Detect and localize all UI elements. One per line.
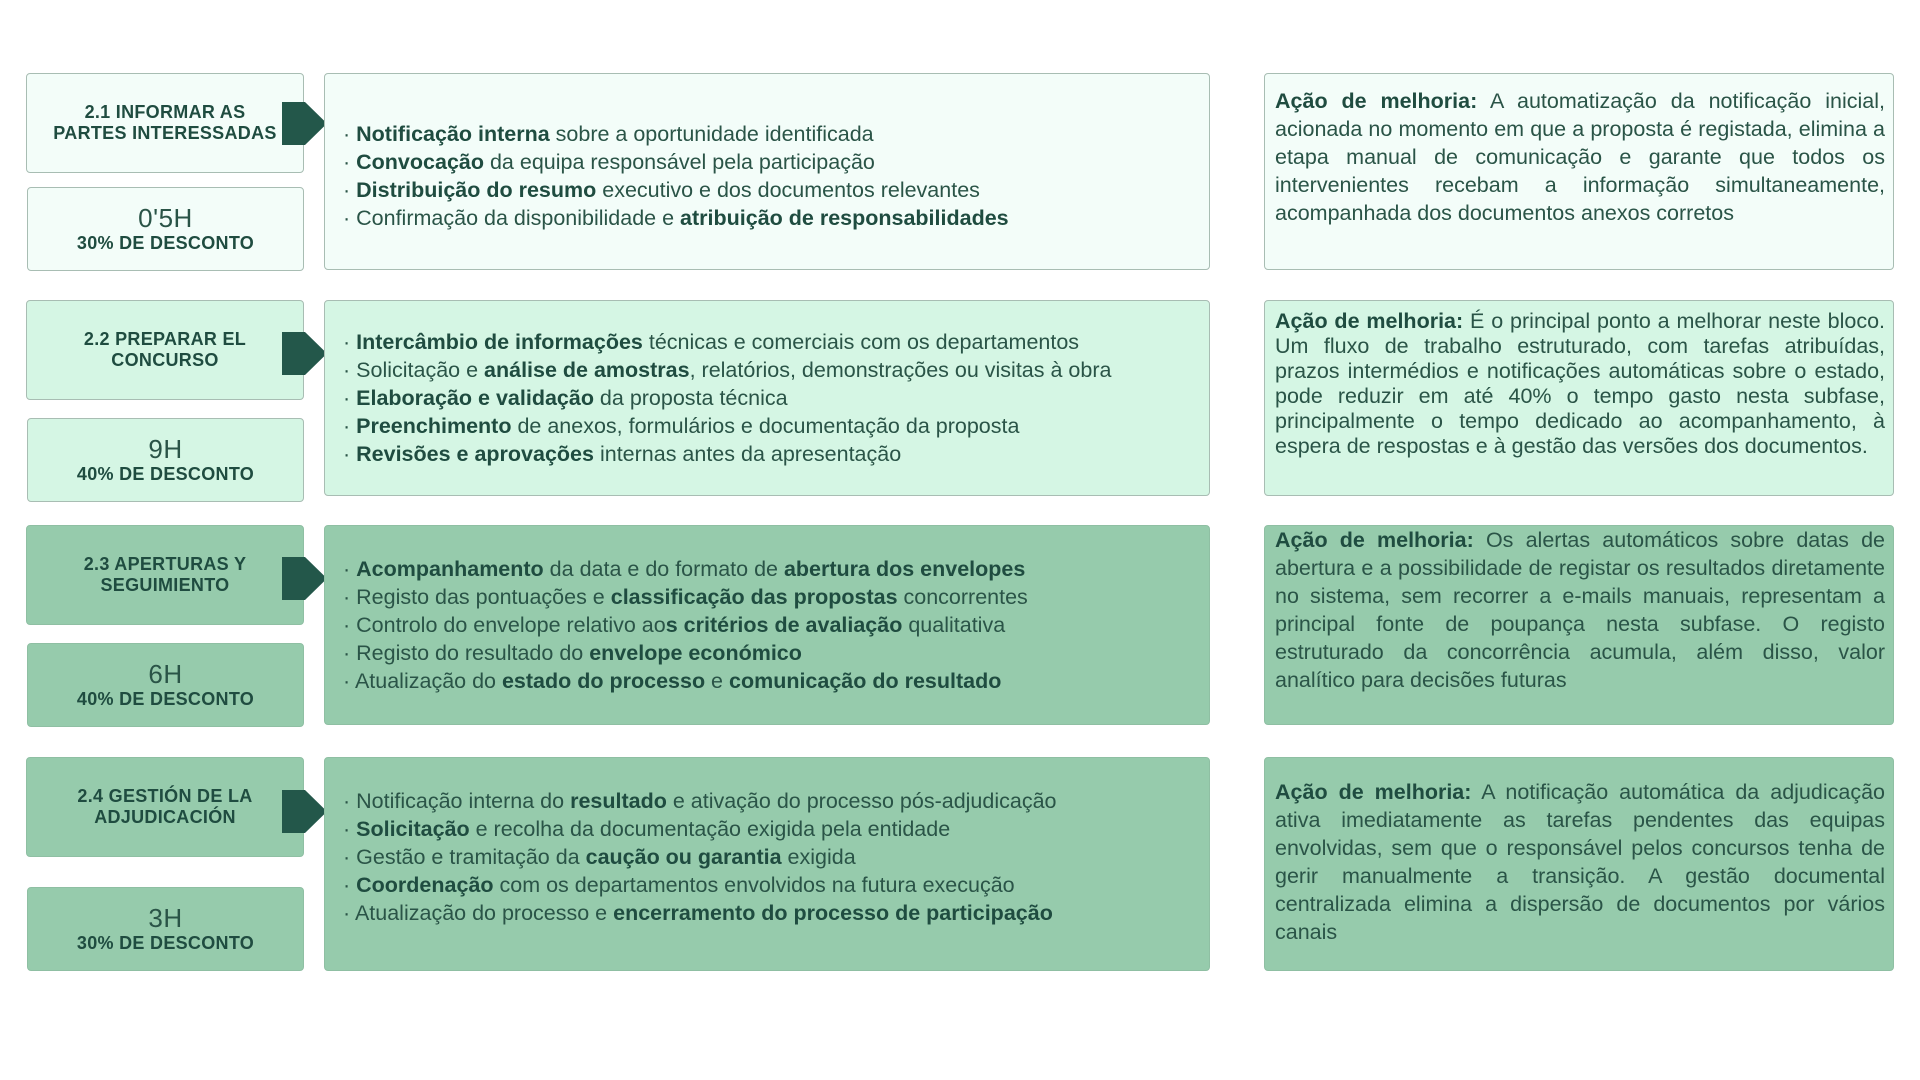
phase-2-4-improvement-box xyxy=(1264,757,1894,971)
phase-2-4-title-box xyxy=(26,757,304,857)
discount-label: 40% DE DESCONTO xyxy=(76,464,255,484)
phase-title: 2.4 GESTIÓN DE LA ADJUDICACIÓN xyxy=(77,786,253,827)
improvement-text: Ação de melhoria: A automatização da notificação inicial, acionada no momento em que a proposta é registada, elimina a etapa manual de comunicação e garante que todos os intervenientes recebam a informação simultaneamente, acompanhada dos documentos anexos corretos xyxy=(1275,89,1885,225)
phase-2-4-hours-box xyxy=(27,887,304,971)
task-item: · Preenchimento de anexos, formulários e documentação da proposta xyxy=(343,414,1020,438)
task-item: · Intercâmbio de informações técnicas e comerciais com os departamentos xyxy=(343,330,1080,354)
task-item: · Distribuição do resumo executivo e dos documentos relevantes xyxy=(343,177,980,202)
discount-label: 40% DE DESCONTO xyxy=(76,689,255,709)
task-item: · Notificação interna sobre a oportunidade identificada xyxy=(343,121,874,146)
hours-value: 0'5H xyxy=(138,203,193,233)
phase-2-3-improvement-box xyxy=(1264,525,1894,725)
task-item: · Gestão e tramitação da caução ou garantia exigida xyxy=(343,845,856,869)
arrow-right-icon xyxy=(282,332,327,375)
improvement-label: Ação de melhoria: xyxy=(1275,89,1478,113)
hours-value: 6H xyxy=(148,659,183,689)
task-item: · Atualização do estado do processo e comunicação do resultado xyxy=(343,669,1002,693)
phase-2-2-tasks-box xyxy=(324,300,1210,496)
task-item: · Registo das pontuações e classificação das propostas concorrentes xyxy=(343,585,1028,609)
phase-2-3-title-box xyxy=(26,525,304,625)
task-item: · Atualização do processo e encerramento do processo de participação xyxy=(343,901,1053,925)
task-item: · Confirmação da disponibilidade e atribuição de responsabilidades xyxy=(343,205,1009,230)
improvement-label: Ação de melhoria: xyxy=(1275,528,1474,552)
phase-2-3-tasks-box xyxy=(324,525,1210,725)
phase-2-1-improvement-box xyxy=(1264,73,1894,270)
task-item: · Convocação da equipa responsável pela participação xyxy=(343,149,875,174)
improvement-text: Ação de melhoria: A notificação automática da adjudicação ativa imediatamente as tarefas pendentes das equipas envolvidas, sem que o responsável pelos concursos tenha de gerir manualmente a transição. A gestão documental centralizada elimina a dispersão de documentos por vários canais xyxy=(1275,780,1885,944)
arrow-right-icon xyxy=(282,790,327,833)
phase-title: 2.3 APERTURAS Y SEGUIMIENTO xyxy=(83,554,247,595)
task-item: · Solicitação e análise de amostras, relatórios, demonstrações ou visitas à obra xyxy=(343,358,1112,382)
arrow-right-icon xyxy=(282,102,327,145)
hours-value: 3H xyxy=(148,903,183,933)
phase-2-2-title-box xyxy=(26,300,304,400)
task-item: · Solicitação e recolha da documentação exigida pela entidade xyxy=(343,817,951,841)
improvement-text: Ação de melhoria: É o principal ponto a melhorar neste bloco. Um fluxo de trabalho estruturado, com tarefas atribuídas, prazos intermédios e notificações automáticas sobre o estado, pode reduzir em até 40% o tempo gasto nesta subfase, principalmente o tempo dedicado ao acompanhamento, à espera de respostas e à gestão das versões dos documentos. xyxy=(1275,309,1885,458)
phase-2-1-tasks-box xyxy=(324,73,1210,270)
phase-2-1-title-box xyxy=(26,73,304,173)
arrow-right-icon xyxy=(282,557,327,600)
discount-label: 30% DE DESCONTO xyxy=(76,233,255,253)
phase-2-1-hours-box xyxy=(27,187,304,271)
hours-value: 9H xyxy=(148,434,183,464)
phase-2-3-hours-box xyxy=(27,643,304,727)
task-item: · Registo do resultado do envelope económico xyxy=(343,641,802,665)
task-item: · Controlo do envelope relativo aos critérios de avaliação qualitativa xyxy=(343,613,1006,637)
task-item: · Elaboração e validação da proposta técnica xyxy=(343,386,788,410)
phase-2-4-tasks-box xyxy=(324,757,1210,971)
improvement-label: Ação de melhoria: xyxy=(1275,309,1464,333)
phase-2-2-improvement-box xyxy=(1264,300,1894,496)
task-item: · Coordenação com os departamentos envolvidos na futura execução xyxy=(343,873,1015,897)
task-item: · Revisões e aprovações internas antes da apresentação xyxy=(343,442,902,466)
discount-label: 30% DE DESCONTO xyxy=(76,933,255,953)
phase-title: 2.1 INFORMAR AS PARTES INTERESSADAS xyxy=(53,102,277,143)
task-item: · Notificação interna do resultado e ativação do processo pós-adjudicação xyxy=(343,789,1057,813)
improvement-label: Ação de melhoria: xyxy=(1275,780,1472,804)
improvement-text: Ação de melhoria: Os alertas automáticos sobre datas de abertura e a possibilidade de registar os resultados diretamente no sistema, sem recorrer a e-mails manuais, representam a principal fonte de poupança nesta subfase. O registo estruturado da concorrência acumula, além disso, valor analítico para decisões futuras xyxy=(1275,528,1885,692)
phase-title: 2.2 PREPARAR EL CONCURSO xyxy=(83,329,247,370)
phase-2-2-hours-box xyxy=(27,418,304,502)
task-item: · Acompanhamento da data e do formato de abertura dos envelopes xyxy=(343,557,1026,581)
